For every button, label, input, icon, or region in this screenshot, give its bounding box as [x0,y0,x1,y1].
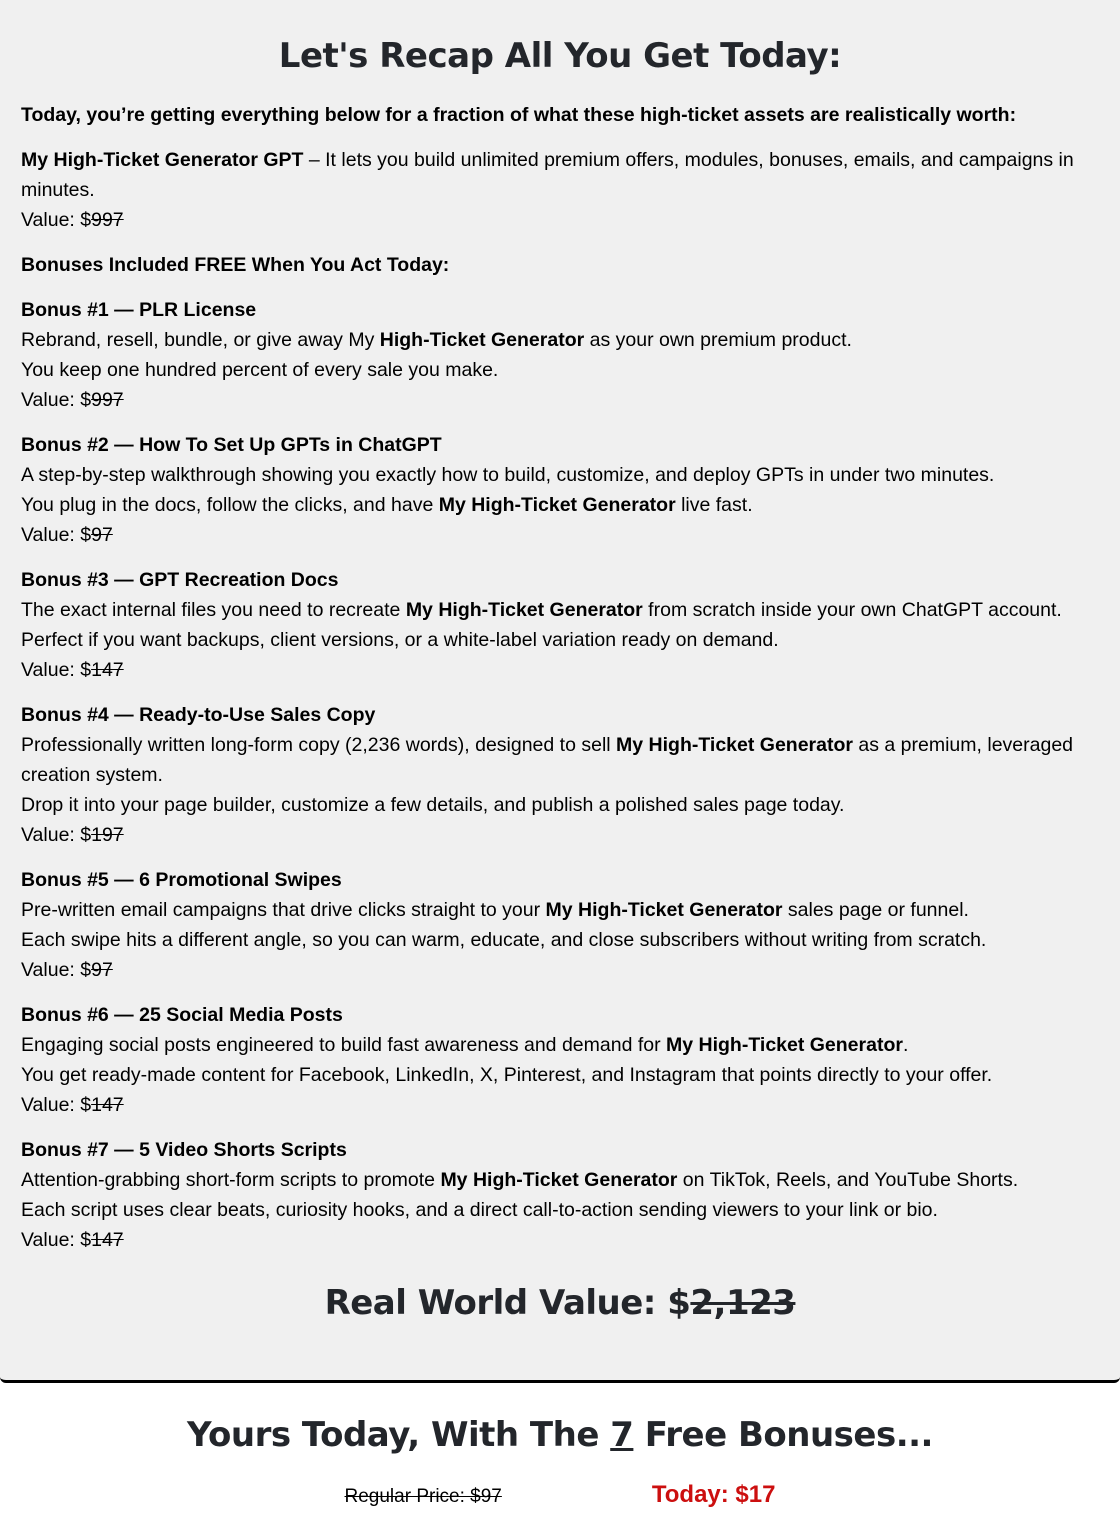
bonus-item [21,700,1099,850]
main-product-value: Value: $997 [21,209,124,231]
bonus-item [21,430,1099,550]
bonus-count: 7 [610,1415,634,1455]
value-amount: 147 [91,659,124,681]
bonus-item [21,565,1099,685]
bonus-title: Bonus #2 — How To Set Up GPTs in ChatGPT [21,434,442,456]
bonus-line: Each script uses clear beats, curiosity hooks, and a direct call-to-action sending viewers to your link or bio. [21,1199,938,1221]
value-amount: 197 [91,824,124,846]
bonus-line: You get ready-made content for Facebook, LinkedIn, X, Pinterest, and Instagram that points directly to your offer. [21,1064,993,1086]
recap-intro: Today, you’re getting everything below for a fraction of what these high-ticket assets are realistically worth: [21,104,1017,126]
offer-section [0,1383,1120,1509]
bonus-line: The exact internal files you need to recreate My High-Ticket Generator from scratch inside your own ChatGPT account. [21,599,1062,621]
bonus-title: Bonus #6 — 25 Social Media Posts [21,1004,343,1026]
bonus-item [21,865,1099,985]
bonus-title: Bonus #3 — GPT Recreation Docs [21,569,339,591]
bonus-title: Bonus #5 — 6 Promotional Swipes [21,869,342,891]
bonus-value: Value: $147 [21,1229,124,1251]
bonus-title: Bonus #1 — PLR License [21,299,257,321]
bonus-line: Perfect if you want backups, client versions, or a white-label variation ready on demand. [21,629,779,651]
value-amount: 997 [91,209,124,231]
main-product [21,145,1099,235]
real-world-value-amount: 2,123 [690,1283,796,1323]
bonus-title: Bonus #4 — Ready-to-Use Sales Copy [21,704,376,726]
regular-price: Regular Price: $97 [344,1486,502,1507]
bonus-value: Value: $97 [21,959,113,981]
bonuses-heading: Bonuses Included FREE When You Act Today: [21,254,450,276]
bonus-line: Pre-written email campaigns that drive clicks straight to your My High-Ticket Generator sales page or funnel. [21,899,969,921]
bonus-value: Value: $997 [21,389,124,411]
bonus-value: Value: $147 [21,1094,124,1116]
bonus-line: Drop it into your page builder, customize a few details, and publish a polished sales page today. [21,794,845,816]
value-amount: 97 [91,959,113,981]
bonus-line: You plug in the docs, follow the clicks, and have My High-Ticket Generator live fast. [21,494,753,516]
value-amount: 147 [91,1229,124,1251]
today-price: Today: $17 [651,1481,776,1508]
bonus-line: Rebrand, resell, bundle, or give away My High-Ticket Generator as your own premium product. [21,329,852,351]
price-row [0,1481,1120,1509]
real-world-value: Real World Value: $2,123 [324,1283,796,1323]
bonus-title: Bonus #7 — 5 Video Shorts Scripts [21,1139,347,1161]
main-product-text: It lets you build unlimited premium offers, modules, bonuses, emails, and campaigns in minutes. [21,149,1074,201]
bonus-item [21,1000,1099,1120]
bonus-value: Value: $147 [21,659,124,681]
bonus-line: You keep one hundred percent of every sale you make. [21,359,499,381]
main-product-name: My High-Ticket Generator GPT [21,149,304,171]
bonus-value: Value: $97 [21,524,113,546]
bonus-line: Attention-grabbing short-form scripts to promote My High-Ticket Generator on TikTok, Reels, and YouTube Shorts. [21,1169,1019,1191]
bonus-line: Engaging social posts engineered to build fast awareness and demand for My High-Ticket Generator. [21,1034,909,1056]
value-amount: 147 [91,1094,124,1116]
bonus-item [21,1135,1099,1255]
main-product-description: My High-Ticket Generator GPT – It lets you build unlimited premium offers, modules, bonuses, emails, and campaigns in minutes. [21,149,1074,201]
bonus-value: Value: $197 [21,824,124,846]
offer-title: Yours Today, With The 7 Free Bonuses... [187,1415,933,1455]
bonus-line: Each swipe hits a different angle, so you can warm, educate, and close subscribers without writing from scratch. [21,929,987,951]
value-amount: 997 [91,389,124,411]
bonus-line: Professionally written long-form copy (2,236 words), designed to sell My High-Ticket Generator as a premium, leveraged creation system. [21,734,1074,786]
value-amount: 97 [91,524,113,546]
bonus-line: A step-by-step walkthrough showing you exactly how to build, customize, and deploy GPTs in under two minutes. [21,464,995,486]
recap-title: Let's Recap All You Get Today: [278,36,842,76]
bonus-item [21,295,1099,415]
bonus-list [21,295,1099,1255]
